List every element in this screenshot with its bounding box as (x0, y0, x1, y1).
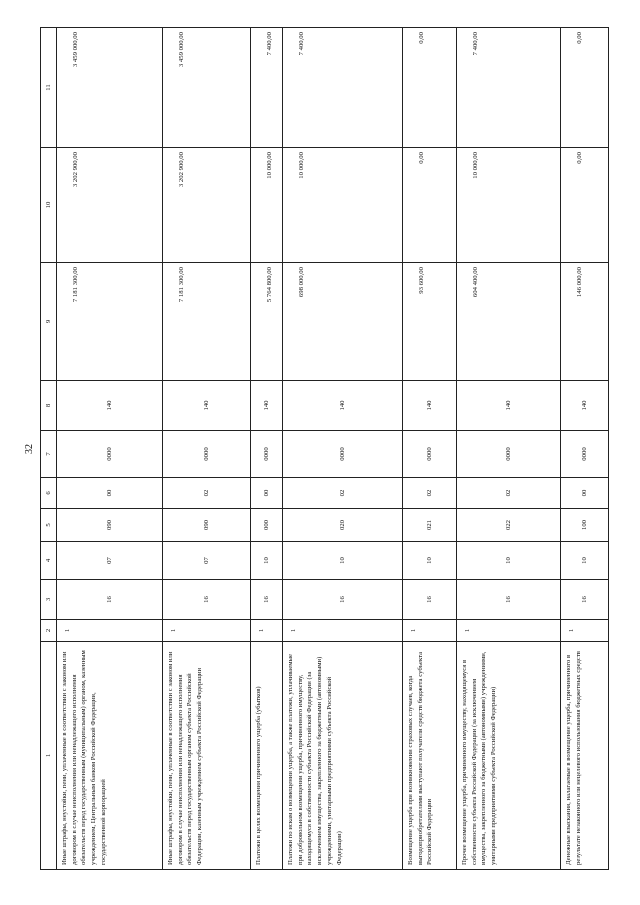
code-cell: 090 (163, 509, 251, 542)
amount-cell: 3 459 000,00 (163, 28, 251, 148)
code-cell: 0000 (163, 431, 251, 478)
page-number: 32 (24, 444, 35, 454)
code-cell: 00 (251, 478, 283, 509)
amount-cell: 5 764 800,00 (251, 263, 283, 381)
table-row (163, 28, 251, 870)
code-cell: 02 (283, 478, 403, 509)
amount-cell: 7 181 300,00 (163, 263, 251, 381)
amount-cell: 10 000,00 (251, 148, 283, 263)
code-cell: 0000 (403, 431, 457, 478)
row-description: Денежные взыскания, налагаемые в возмещение ущерба, причиненного в результате незаконного или нецелевого использования бюджетных средств (561, 642, 609, 870)
column-header: 8 (41, 381, 57, 431)
row-description: Прочее возмещение ущерба, причиненного имуществу, находящемуся в собственности субъекта Российской Федерации (за исключением имущества, закрепленного за бюджетными (автономными) учреждениями, унитарными предприятиями субъекта Российской Федерации) (457, 642, 561, 870)
code-cell: 1 (163, 620, 251, 642)
code-cell: 140 (457, 381, 561, 431)
code-cell: 16 (57, 580, 163, 620)
code-cell: 16 (457, 580, 561, 620)
code-cell: 0000 (251, 431, 283, 478)
column-header: 1 (41, 642, 57, 870)
code-cell: 100 (561, 509, 609, 542)
code-cell: 140 (283, 381, 403, 431)
code-cell: 02 (403, 478, 457, 509)
code-cell: 16 (251, 580, 283, 620)
code-cell: 10 (403, 542, 457, 580)
column-header: 9 (41, 263, 57, 381)
code-cell: 16 (561, 580, 609, 620)
code-cell: 0000 (57, 431, 163, 478)
row-description: Возмещение ущерба при возникновении страховых случаев, когда выгодоприобретателями выступают получатели средств бюджета субъекта Российской Федерации (403, 642, 457, 870)
code-cell: 10 (251, 542, 283, 580)
column-header: 3 (41, 580, 57, 620)
code-cell: 02 (457, 478, 561, 509)
amount-cell: 0,00 (403, 148, 457, 263)
code-cell: 10 (283, 542, 403, 580)
table-row (457, 28, 561, 870)
code-cell: 00 (561, 478, 609, 509)
amount-cell: 146 000,00 (561, 263, 609, 381)
code-cell: 1 (457, 620, 561, 642)
column-header: 2 (41, 620, 57, 642)
amount-cell: 698 000,00 (283, 263, 403, 381)
code-cell: 020 (283, 509, 403, 542)
code-cell: 16 (283, 580, 403, 620)
code-cell: 021 (403, 509, 457, 542)
amount-cell: 3 459 000,00 (57, 28, 163, 148)
amount-cell: 604 400,00 (457, 263, 561, 381)
amount-cell: 10 000,00 (457, 148, 561, 263)
amount-cell: 3 202 900,00 (163, 148, 251, 263)
code-cell: 1 (283, 620, 403, 642)
column-header: 7 (41, 431, 57, 478)
amount-cell: 7 400,00 (457, 28, 561, 148)
code-cell: 1 (57, 620, 163, 642)
code-cell: 140 (561, 381, 609, 431)
code-cell: 1 (403, 620, 457, 642)
code-cell: 02 (163, 478, 251, 509)
column-header: 5 (41, 509, 57, 542)
amount-cell: 3 202 900,00 (57, 148, 163, 263)
budget-revenue-table (40, 27, 609, 870)
code-cell: 090 (57, 509, 163, 542)
code-cell: 140 (163, 381, 251, 431)
code-cell: 0000 (283, 431, 403, 478)
code-cell: 1 (561, 620, 609, 642)
code-cell: 16 (403, 580, 457, 620)
table-row (57, 28, 163, 870)
amount-cell: 10 000,00 (283, 148, 403, 263)
code-cell: 022 (457, 509, 561, 542)
row-description: Иные штрафы, неустойки, пени, уплаченные в соответствии с законом или договором в случае неисполнения или ненадлежащего исполнения обязательств перед государственным органом субъекта Российской Федерации, казенным учреждением субъекта Российской Федерации (163, 642, 251, 870)
code-cell: 000 (251, 509, 283, 542)
column-header: 11 (41, 28, 57, 148)
table-row (403, 28, 457, 870)
row-description: Иные штрафы, неустойки, пени, уплаченные в соответствии с законом или договором в случае неисполнения или ненадлежащего исполнения обязательств перед государственным (муниципальным) органом, казенным учреждением, Центральным банком Российской Федерации, государственной корпорацией (57, 642, 163, 870)
table-row (283, 28, 403, 870)
column-header: 6 (41, 478, 57, 509)
code-cell: 10 (561, 542, 609, 580)
code-cell: 0000 (561, 431, 609, 478)
amount-cell: 7 400,00 (251, 28, 283, 148)
column-header: 10 (41, 148, 57, 263)
column-header: 4 (41, 542, 57, 580)
amount-cell: 7 181 300,00 (57, 263, 163, 381)
table-row (561, 28, 609, 870)
amount-cell: 0,00 (403, 28, 457, 148)
code-cell: 140 (251, 381, 283, 431)
amount-cell: 0,00 (561, 28, 609, 148)
code-cell: 1 (251, 620, 283, 642)
amount-cell: 93 600,00 (403, 263, 457, 381)
code-cell: 0000 (457, 431, 561, 478)
table-row (251, 28, 283, 870)
code-cell: 07 (163, 542, 251, 580)
row-description: Платежи в целях возмещения причиненного ущерба (убытков) (251, 642, 283, 870)
amount-cell: 7 400,00 (283, 28, 403, 148)
column-number-row (41, 28, 57, 870)
row-description: Платежи по искам о возмещении ущерба, а также платежи, уплачиваемые при добровольном возмещении ущерба, причиненного имуществу, находящемуся в собственности субъекта Российской Федерации (за исключением имущества, закрепленного за бюджетными (автономными) учреждениями, унитарными предприятиями субъекта Российской Федерации) (283, 642, 403, 870)
code-cell: 10 (457, 542, 561, 580)
code-cell: 16 (163, 580, 251, 620)
code-cell: 07 (57, 542, 163, 580)
code-cell: 140 (57, 381, 163, 431)
code-cell: 140 (403, 381, 457, 431)
code-cell: 00 (57, 478, 163, 509)
amount-cell: 0,00 (561, 148, 609, 263)
